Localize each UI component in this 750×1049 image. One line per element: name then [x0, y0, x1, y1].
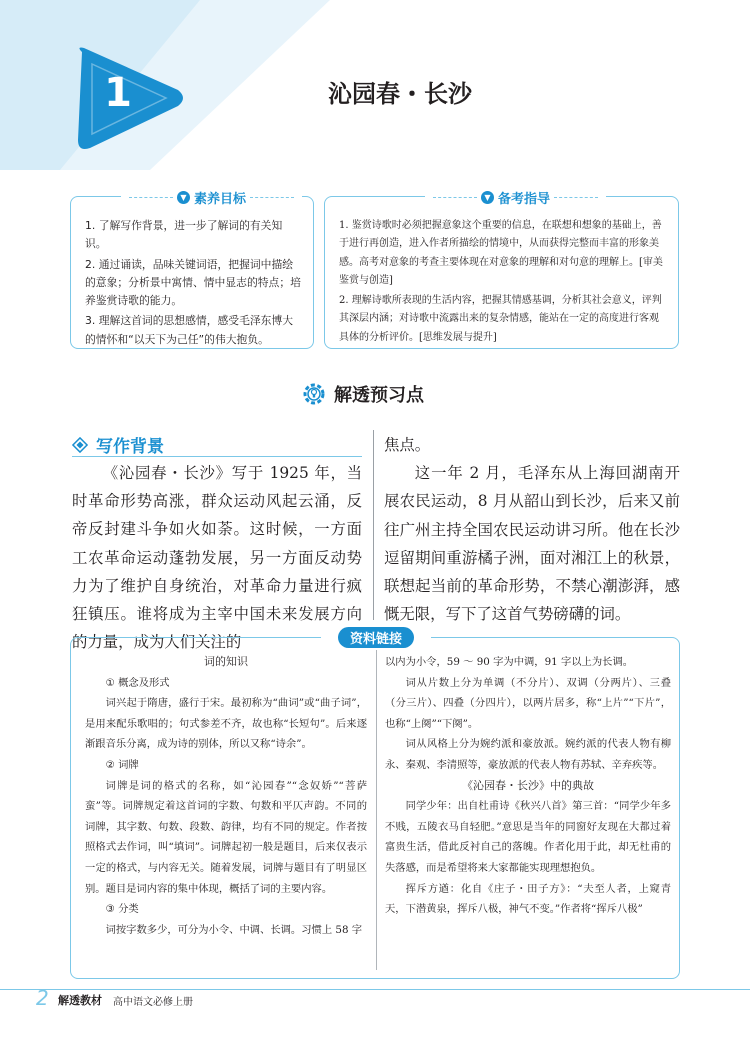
- paragraph: 同学少年：出自杜甫诗《秋兴八首》第三首：“同学少年多不贱，五陵衣马自轻肥。”意思是当年的同窗好友现在大都过着富贵生活，借此反衬自己的落魄。作者化用于此，却无杜甫的失落感，而是希望将来大家都能实现理想抱负。: [385, 800, 671, 874]
- paragraph: 词按字数多少，可分为小令、中调、长调。习惯上 58 字: [105, 923, 363, 936]
- writing-background-left: [72, 459, 362, 656]
- column-divider: [373, 430, 374, 620]
- subheading: ① 概念及形式: [105, 676, 170, 689]
- background-paragraph: 这一年 2 月，毛泽东从上海回湖南开展农民运动，8 月从韶山到长沙，后来又前往广州主持全国农民运动讲习所。他在长沙逗留期间重游橘子洲，面对湘江上的秋景，联想起当前的革命形势，不禁心潮澎湃，感慨无限，写下了这首气势磅礴的词。: [384, 464, 680, 624]
- divider: [72, 456, 362, 457]
- lesson-title: 沁园春・长沙: [328, 80, 472, 108]
- resource-link-tab: [321, 626, 431, 648]
- paragraph: 词兴起于隋唐，盛行于宋。最初称为“曲词”或“曲子词”，是用来配乐歌唱的；句式参差不齐，故也称“长短句”。后来逐渐跟音乐分离，成为诗的别体，所以又称“诗余”。: [85, 697, 367, 751]
- lesson-number: 1: [104, 70, 132, 116]
- writing-background-right: [384, 431, 680, 628]
- writing-background-title: 写作背景: [96, 437, 164, 457]
- resource-link-box: [70, 631, 680, 979]
- literacy-goal-item: 2. 通过诵读，品味关键词语，把握词中描绘的意象；分析景中寓情、情中显志的特点；培养鉴赏诗歌的能力。: [85, 257, 301, 308]
- gear-icon: [300, 380, 328, 408]
- literacy-goal-item: 3. 理解这首词的思想感情，感受毛泽东博大的情怀和“以天下为己任”的伟大抱负。: [85, 314, 294, 346]
- column-divider: [376, 650, 377, 970]
- exam-guide-item: 1. 鉴赏诗歌时必须把握意象这个重要的信息，在联想和想象的基础上，善于进行再创造，进入作者所描绘的情境中，从而获得完整而丰富的形象美感。高考对意象的考查主要体现在对意象的理解和对句意的理解上。[审美鉴赏与创造]: [339, 220, 663, 286]
- paragraph: 词从风格上分为婉约派和豪放派。婉约派的代表人物有柳永、秦观、李清照等，豪放派的代表人物有苏轼、辛弃疾等。: [385, 738, 671, 771]
- background-continuation: 焦点。: [384, 436, 431, 454]
- book-name: 解透教材: [58, 994, 102, 1007]
- page-number: 2: [36, 986, 49, 1010]
- exam-guide-item: 2. 理解诗歌所表现的生活内容，把握其情感基调，分析其社会意义，评判其深层内涵；对诗歌中流露出来的复杂情感，能站在一定的高度进行客观具体的分析评价。[思维发展与提升]: [339, 295, 662, 343]
- paragraph: 以内为小令，59 ～ 90 字为中调，91 字以上为长调。: [385, 656, 634, 668]
- diamond-icon: [72, 437, 88, 453]
- ci-knowledge-heading: 词的知识: [204, 655, 248, 668]
- resource-left-column: [85, 652, 367, 940]
- chevron-down-icon: ▼: [177, 191, 190, 204]
- section-header: [300, 380, 424, 408]
- literacy-goal-item: 1. 了解写作背景，进一步了解词的有关知识。: [85, 219, 283, 251]
- allusion-heading: 《沁园春・长沙》中的典故: [462, 778, 594, 792]
- chevron-down-icon: ▼: [481, 191, 494, 204]
- footer-divider: [0, 989, 750, 990]
- resource-right-column: [385, 652, 671, 920]
- subheading: ③ 分类: [105, 903, 139, 916]
- literacy-goals-box: [70, 191, 314, 349]
- book-subtitle: 高中语文必修上册: [113, 997, 193, 1008]
- section-title: 解透预习点: [334, 385, 424, 406]
- exam-guide-title: 备考指导: [498, 191, 551, 207]
- resource-link-title: 资料链接: [338, 627, 414, 648]
- background-paragraph: 《沁园春・长沙》写于 1925 年，当时革命形势高涨，群众运动风起云涌，反帝反封建斗争如火如荼。这时候，一方面工农革命运动蓬勃发展，另一方面反动势力为了维护自身统治，对革命力量进行疯狂镇压。谁将成为主宰中国未来发展方向的力量，成为人们关注的: [72, 464, 362, 652]
- literacy-goals-tab: [121, 188, 302, 206]
- subheading: ② 词牌: [105, 758, 139, 771]
- paragraph: 词从片数上分为单调（不分片）、双调（分两片）、三叠（分三片）、四叠（分四片），以两片居多，称“上片”“下片”，也称“上阕”“下阕”。: [385, 676, 671, 730]
- literacy-goals-title: 素养目标: [194, 191, 247, 207]
- paragraph: 挥斥方遒：化自《庄子・田子方》：“夫至人者，上窥青天，下潜黄泉，挥斥八极，神气不变。”作者将“挥斥八极”: [385, 882, 671, 916]
- paragraph: 词牌是词的格式的名称，如“沁园春”“念奴娇”“菩萨蛮”等。词牌规定着这首词的字数、句数和平仄声韵。不同的词牌，其字数、句数、段数、韵律，均有不同的规定。作者按照格式去作词，叫“填词”。词牌起初一般是题目，后来仅表示一定的格式，与内容无关。随着发展，词牌与题目有了明显区别。题目是词内容的集中体现，概括了词的主要内容。: [85, 779, 367, 895]
- writing-background-header: [72, 432, 164, 457]
- exam-guide-box: [324, 191, 679, 349]
- exam-guide-tab: [425, 188, 606, 206]
